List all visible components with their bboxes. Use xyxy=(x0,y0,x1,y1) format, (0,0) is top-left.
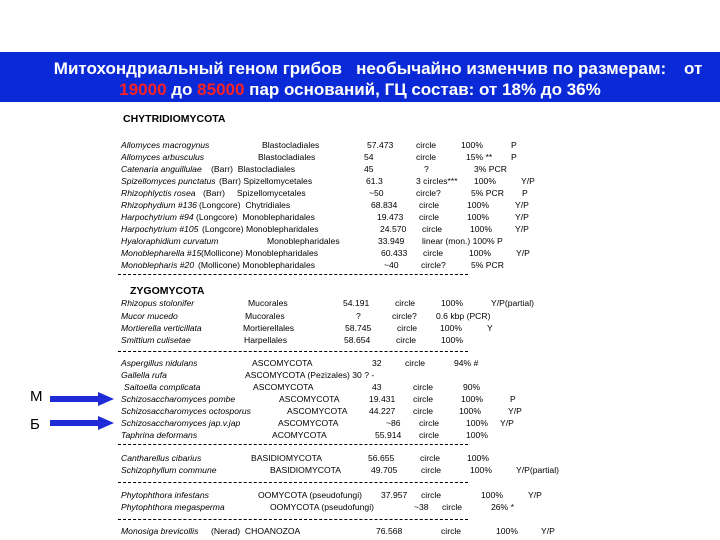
genome-size: 32 xyxy=(372,358,382,368)
species-name: Monoblepharella #15 xyxy=(121,248,202,258)
genome-form: circle xyxy=(413,394,434,404)
order-name: Blastocladiales xyxy=(258,152,316,162)
sequenced-percent: 100% xyxy=(470,224,492,234)
species-name: Rhizophlyctis rosea xyxy=(121,188,196,198)
order-name: (Longcore) Monoblepharidales xyxy=(196,212,315,222)
species-name: Schizophyllum commune xyxy=(121,465,217,475)
note: P xyxy=(511,152,517,162)
max-size-highlight: 85000 xyxy=(197,80,245,99)
genome-size: 37.957 xyxy=(381,490,408,500)
sequenced-percent: 100% xyxy=(469,248,491,258)
sequenced-percent: 100% xyxy=(474,176,496,186)
genome-size: 68.834 xyxy=(371,200,398,210)
order-name: (Mollicone) Monoblepharidales xyxy=(201,248,319,258)
note: Y/P xyxy=(515,212,529,222)
order-name: (Longcore) Chytridiales xyxy=(199,200,291,210)
note: P xyxy=(510,394,516,404)
title-line-1-end: от xyxy=(684,59,703,78)
species-name: Schizosaccharomyces pombe xyxy=(121,394,236,404)
genome-form: circle? xyxy=(392,311,417,321)
order-name: (Nerad) CHOANOZOA xyxy=(211,526,301,536)
genome-form: circle xyxy=(421,465,442,475)
sequenced-percent: 100% xyxy=(496,526,518,536)
order-name: Mucorales xyxy=(248,298,288,308)
genome-form: circle xyxy=(421,490,442,500)
genome-size: 44.227 xyxy=(369,406,396,416)
genome-size: 54 xyxy=(364,152,374,162)
genome-size: 58.745 xyxy=(345,323,372,333)
order-name: ASCOMYCOTA xyxy=(253,382,314,392)
genome-size: 43 xyxy=(372,382,382,392)
species-name: Cantharellus cibarius xyxy=(121,453,202,463)
species-name: Gallella rufa xyxy=(121,370,167,380)
sequenced-percent: 100% xyxy=(461,140,483,150)
genome-form: 3 circles*** xyxy=(416,176,458,186)
genome-size: 57.473 xyxy=(367,140,394,150)
order-name: (Barr) Blastocladiales xyxy=(211,164,296,174)
genome-form: circle? xyxy=(421,260,446,270)
species-name: Monoblepharis #20 xyxy=(121,260,195,270)
note: Y/P(partial) xyxy=(516,465,559,475)
genome-form: circle xyxy=(397,323,418,333)
species-name: Taphrina deformans xyxy=(121,430,198,440)
genome-size: ~50 xyxy=(369,188,384,198)
order-name: ASCOMYCOTA xyxy=(287,406,348,416)
side-label-b: Б xyxy=(30,416,40,433)
genome-form: circle xyxy=(422,224,443,234)
order-name: Blastocladiales xyxy=(262,140,320,150)
note: Y/P xyxy=(515,200,529,210)
note: P xyxy=(511,140,517,150)
sequenced-percent: 100% xyxy=(470,465,492,475)
sequenced-percent: 100% xyxy=(440,323,462,333)
species-name: Harpochytrium #94 xyxy=(121,212,194,222)
genome-size: 33.949 xyxy=(378,236,405,246)
species-name: Monosiga brevicollis xyxy=(121,526,199,536)
order-name: BASIDIOMYCOTA xyxy=(251,453,322,463)
sequenced-percent: 100% xyxy=(481,490,503,500)
side-label-m: М xyxy=(30,388,43,405)
sequenced-percent: 100% xyxy=(461,394,483,404)
order-name: ASCOMYCOTA xyxy=(278,418,339,428)
sequenced-percent: 100% xyxy=(466,418,488,428)
sequenced-percent: 5% PCR xyxy=(471,188,504,198)
order-name: ASCOMYCOTA xyxy=(279,394,340,404)
genome-form: circle xyxy=(405,358,426,368)
order-name: ACOMYCOTA xyxy=(272,430,327,440)
species-name: Spizellomyces punctatus xyxy=(121,176,216,186)
genome-form: circle xyxy=(413,406,434,416)
sequenced-percent: 100% xyxy=(467,200,489,210)
separator-line xyxy=(118,351,468,352)
order-name: (Mollicone) Monoblepharidales xyxy=(198,260,316,270)
species-name: Hyaloraphidium curvatum xyxy=(121,236,219,246)
species-name: Schizosaccharomyces jap.v.jap xyxy=(121,418,241,428)
sequenced-percent: 3% PCR xyxy=(474,164,507,174)
note: Y/P xyxy=(516,248,530,258)
genome-size: 24.570 xyxy=(380,224,407,234)
section-chytridiomycota: CHYTRIDIOMYCOTA xyxy=(123,113,226,125)
sequenced-percent: 100% xyxy=(467,212,489,222)
genome-form: circle xyxy=(420,453,441,463)
species-name: Rhizophydium #136 xyxy=(121,200,197,210)
note: P xyxy=(522,188,528,198)
species-name: Phytophthora megasperma xyxy=(121,502,225,512)
species-name: Mucor mucedo xyxy=(121,311,178,321)
species-name: Schizosaccharomyces octosporus xyxy=(121,406,251,416)
species-name: Mortierella verticillata xyxy=(121,323,202,333)
genome-form: circle xyxy=(441,526,462,536)
sequenced-percent: 100% xyxy=(466,430,488,440)
genome-size: 60.433 xyxy=(381,248,408,258)
order-name: OOMYCOTA (pseudofungi) xyxy=(270,502,374,512)
order-name: Monoblepharidales xyxy=(267,236,340,246)
order-name: OOMYCOTA (pseudofungi) xyxy=(258,490,362,500)
genome-form: circle xyxy=(396,335,417,345)
note: Y/P xyxy=(528,490,542,500)
genome-size: 56.655 xyxy=(368,453,395,463)
species-name: Allomyces macrogynus xyxy=(121,140,210,150)
sequenced-percent: 100% xyxy=(441,335,463,345)
order-name: ASCOMYCOTA (Pezizales) 30 ? - xyxy=(245,370,375,380)
genome-form: circle xyxy=(416,140,437,150)
order-name: (Longcore) Monoblepharidales xyxy=(202,224,319,234)
genome-size: 76.568 xyxy=(376,526,403,536)
order-name: Mortierellales xyxy=(243,323,295,333)
separator-line xyxy=(118,444,468,445)
genome-form: linear (mon.) 100% P xyxy=(422,236,503,246)
sequenced-percent: 100% xyxy=(441,298,463,308)
sequenced-percent: 0.6 kbp (PCR) xyxy=(436,311,491,321)
note: Y/P(partial) xyxy=(491,298,534,308)
note: Y/P xyxy=(508,406,522,416)
sequenced-percent: 26% * xyxy=(491,502,514,512)
order-name: (Barr) Spizellomycetales xyxy=(219,176,313,186)
note: Y xyxy=(487,323,493,333)
genome-form: circle xyxy=(419,430,440,440)
species-name: Smittium culisetae xyxy=(121,335,191,345)
species-name: Saitoella complicata xyxy=(124,382,201,392)
note: Y/P xyxy=(521,176,535,186)
section-zygomycota: ZYGOMYCOTA xyxy=(130,285,205,297)
order-name: Mucorales xyxy=(245,311,285,321)
sequenced-percent: 90% xyxy=(463,382,481,392)
order-name: (Barr) Spizellomycetales xyxy=(203,188,306,198)
genome-form: circle xyxy=(419,212,440,222)
genome-size: 58.654 xyxy=(344,335,371,345)
note: Y/P xyxy=(500,418,514,428)
genome-size: ~86 xyxy=(386,418,401,428)
genome-size: 49.705 xyxy=(371,465,398,475)
note: Y/P xyxy=(515,224,529,234)
species-name: Rhizopus stolonifer xyxy=(121,298,195,308)
genome-size: 19.473 xyxy=(377,212,404,222)
title-line-1: Митохондриальный геном грибов необычайно изменчив по размерам: xyxy=(53,59,667,78)
species-name: Catenaria anguillulae xyxy=(121,164,202,174)
order-name: BASIDIOMYCOTA xyxy=(270,465,341,475)
genome-form: circle xyxy=(442,502,463,512)
genome-size: 54.191 xyxy=(343,298,370,308)
genome-form: circle xyxy=(416,152,437,162)
genome-size: ~40 xyxy=(384,260,399,270)
genome-form: circle xyxy=(419,200,440,210)
genome-size: ~38 xyxy=(414,502,429,512)
min-size-highlight: 19000 xyxy=(119,80,167,99)
genome-size: 55.914 xyxy=(375,430,402,440)
genome-size: 45 xyxy=(364,164,374,174)
species-name: Allomyces arbusculus xyxy=(121,152,205,162)
arrow-right-icon xyxy=(50,392,114,406)
genome-form: ? xyxy=(424,164,429,174)
genome-size: 19.431 xyxy=(369,394,396,404)
order-name: Harpellales xyxy=(244,335,287,345)
title-line-2: 19000 до 85000 пар оснований, ГЦ состав: от 18% до 36% xyxy=(119,80,601,99)
species-name: Harpochytrium #105 xyxy=(121,224,199,234)
genome-form: circle xyxy=(395,298,416,308)
genome-size: ? xyxy=(356,311,361,321)
species-name: Aspergillus nidulans xyxy=(121,358,198,368)
note: Y/P xyxy=(541,526,555,536)
species-name: Phytophthora infestans xyxy=(121,490,209,500)
genome-size: 61.3 xyxy=(366,176,383,186)
genome-form: circle? xyxy=(416,188,441,198)
genome-form: circle xyxy=(423,248,444,258)
separator-line xyxy=(118,482,468,483)
genome-form: circle xyxy=(413,382,434,392)
arrow-right-icon xyxy=(50,416,114,430)
sequenced-percent: 15% ** xyxy=(466,152,493,162)
sequenced-percent: 100% xyxy=(467,453,489,463)
genome-form: circle xyxy=(419,418,440,428)
separator-line xyxy=(118,519,468,520)
separator-line xyxy=(118,274,468,275)
sequenced-percent: 5% PCR xyxy=(471,260,504,270)
order-name: ASCOMYCOTA xyxy=(252,358,313,368)
sequenced-percent: 94% # xyxy=(454,358,479,368)
sequenced-percent: 100% xyxy=(459,406,481,416)
